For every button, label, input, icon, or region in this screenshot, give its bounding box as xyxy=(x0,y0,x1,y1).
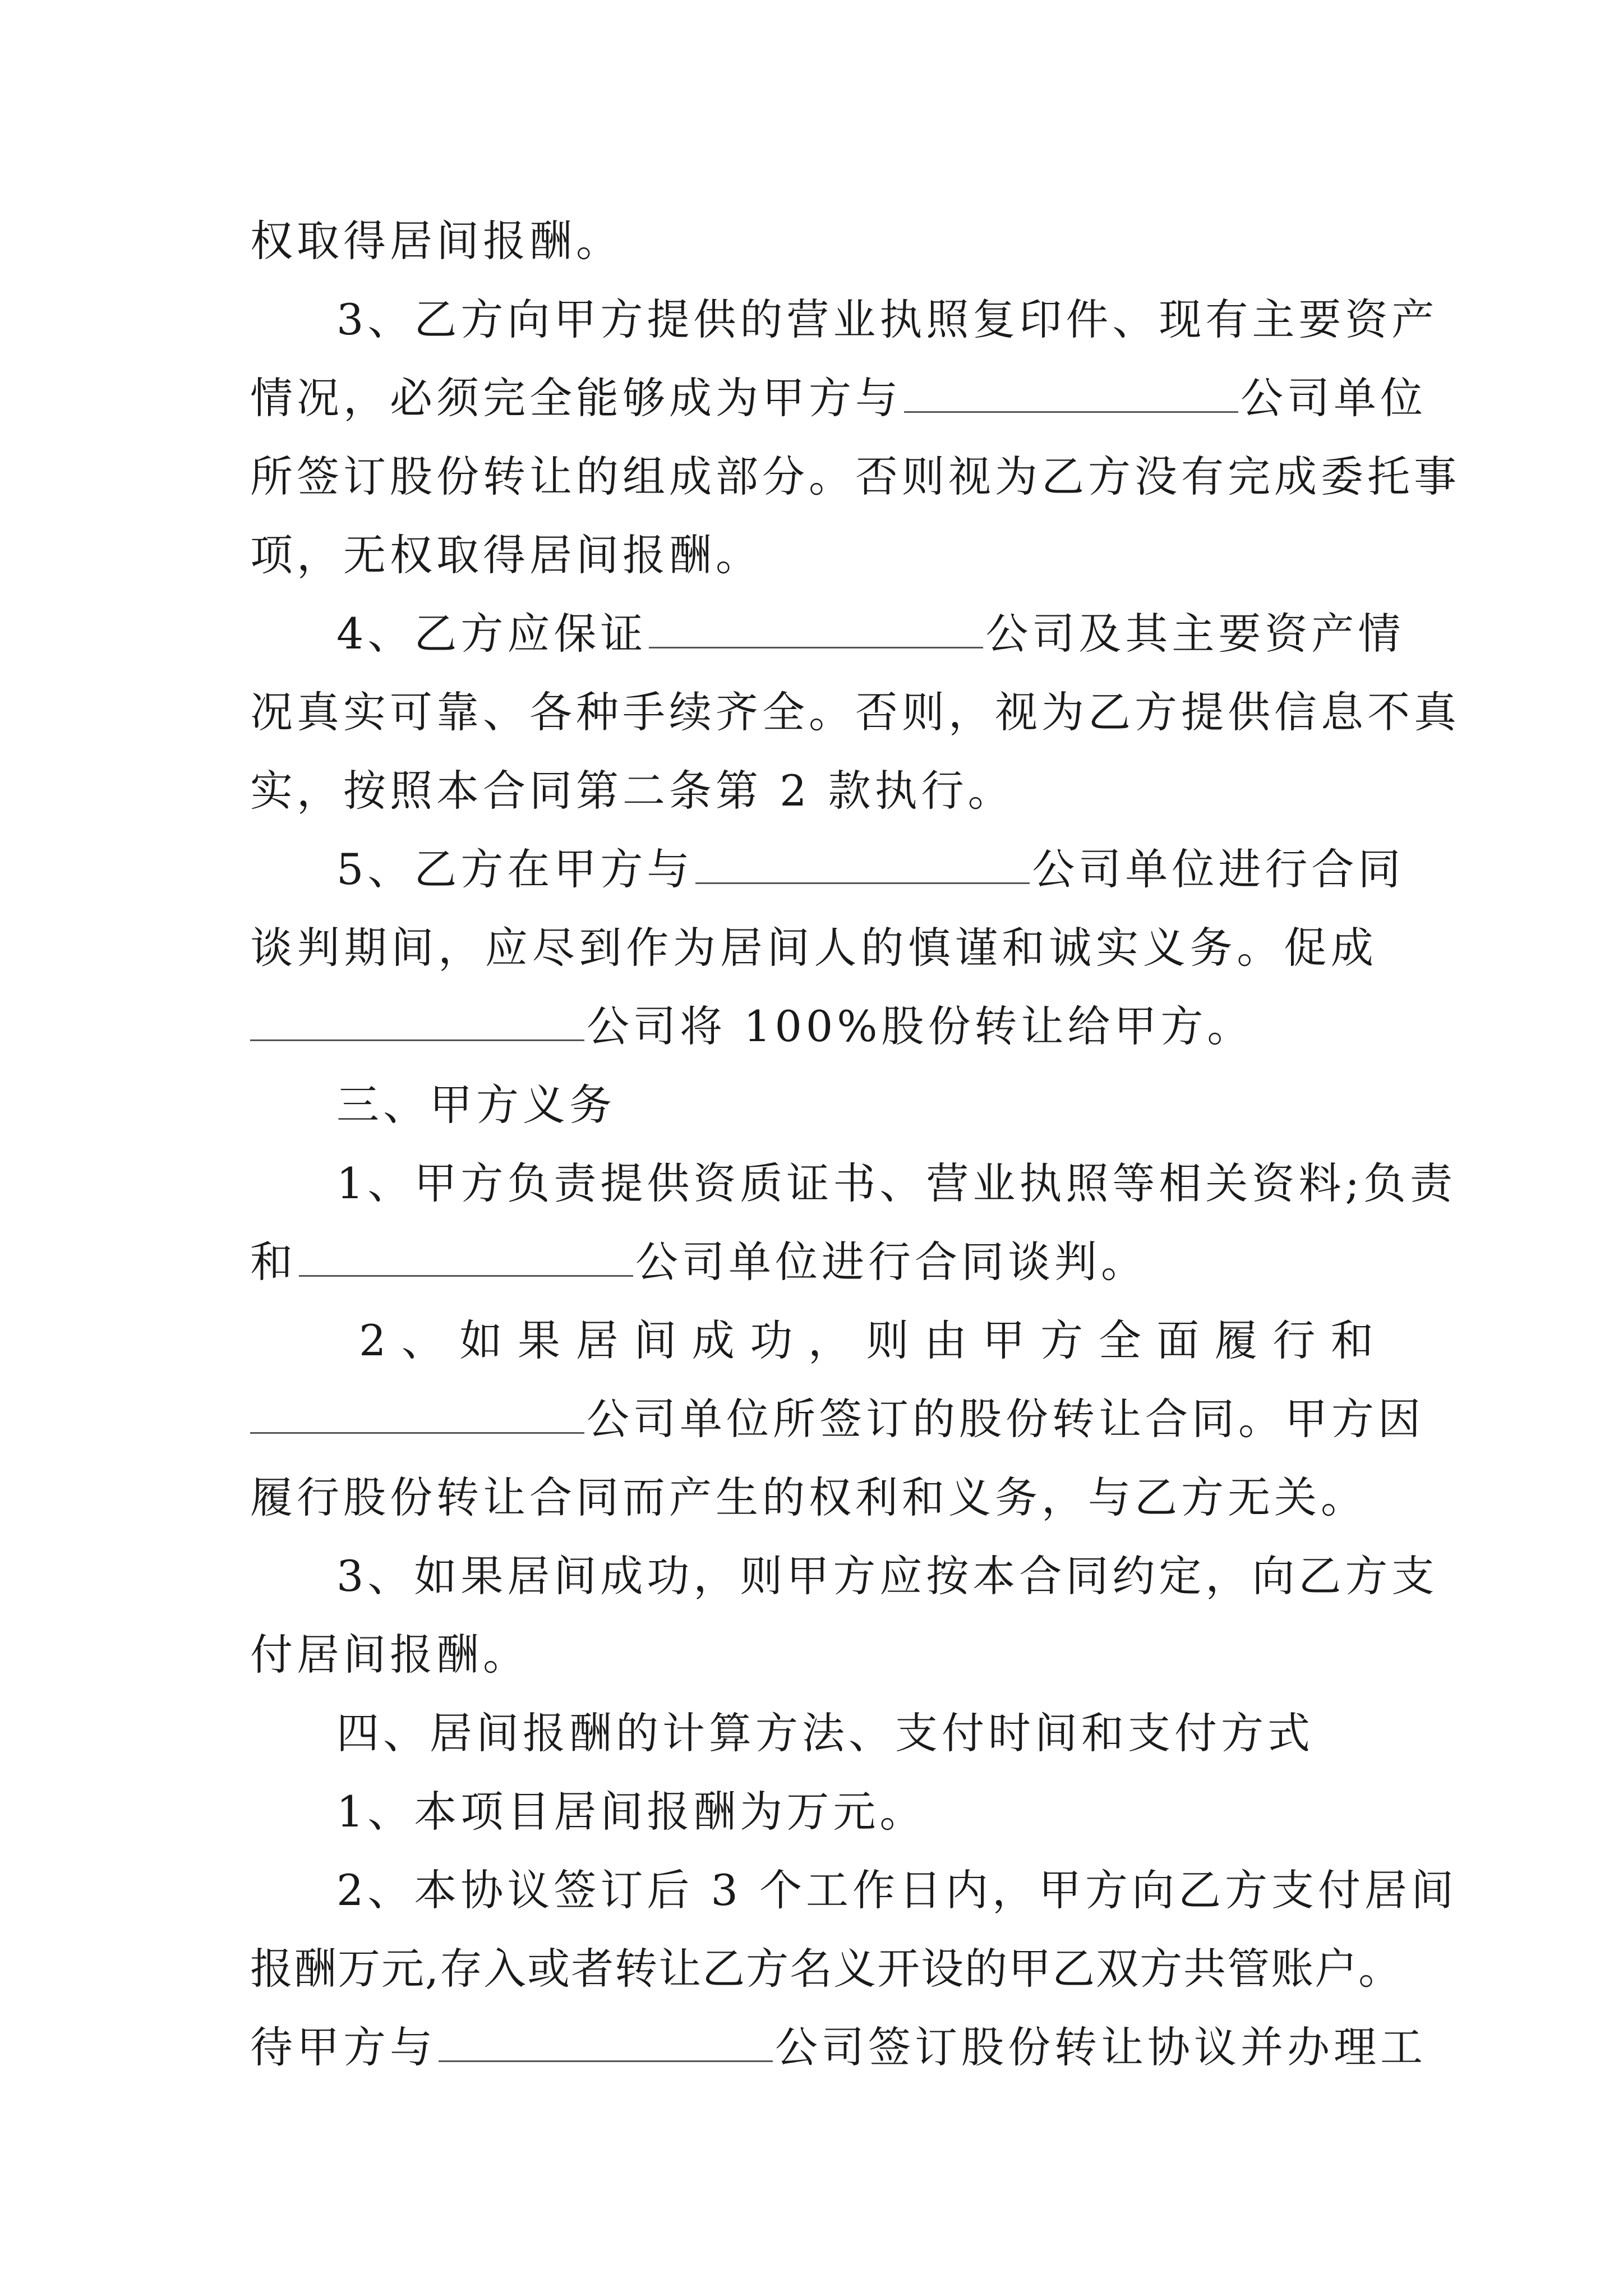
section-heading: 三、甲方义务 xyxy=(336,1080,616,1130)
text-line: 5、乙方在甲方与 公司单位进行合同 xyxy=(336,844,1405,894)
text-line: 所签订股份转让的组成部分。否则视为乙方没有完成委托事 xyxy=(250,452,1460,501)
text-line: 报酬万元,存入或者转让乙方名义开设的甲乙双方共管账户。 xyxy=(250,1944,1403,1994)
text-line: 2、本协议签订后 3 个工作日内，甲方向乙方支付居间 xyxy=(336,1865,1458,1915)
text-line: 情况，必须完全能够成为甲方与 公司单位 xyxy=(250,373,1427,423)
text-line: 公司单位所签订的股份转让合同。甲方因 xyxy=(250,1386,1377,1453)
fill-in-blank xyxy=(649,613,983,648)
text-line: 付居间报酬。 xyxy=(250,1630,529,1680)
text-line: 实，按照本合同第二条第 2 款执行。 xyxy=(250,766,1015,816)
text-line: 2、如果居间成功，则由甲方全面履行和 xyxy=(359,1315,1377,1365)
text-line: 公司将 100%股份转让给甲方。 xyxy=(250,993,1377,1060)
text-line: 4、乙方应保证 公司及其主要资产情 xyxy=(336,609,1405,659)
fill-in-blank xyxy=(250,1398,584,1434)
text-line: 1、本项目居间报酬为万元。 xyxy=(336,1787,926,1837)
text-line: 1、甲方负责提供资质证书、营业执照等相关资料;负责 xyxy=(336,1158,1456,1208)
fill-in-blank xyxy=(439,2027,773,2062)
fill-in-blank xyxy=(904,378,1238,413)
fill-in-blank xyxy=(299,1241,633,1277)
text-line: 履行股份转让合同而产生的权利和义务，与乙方无关。 xyxy=(250,1473,1367,1522)
text-line: 项，无权取得居间报酬。 xyxy=(250,530,762,580)
text-line: 况真实可靠、各种手续齐全。否则，视为乙方提供信息不真 xyxy=(250,687,1460,737)
section-heading: 四、居间报酬的计算方法、支付时间和支付方式 xyxy=(336,1708,1314,1758)
text-line: 待甲方与 公司签订股份转让协议并办理工 xyxy=(250,2022,1427,2072)
text-line: 权取得居间报酬。 xyxy=(250,216,623,266)
text-line: 3、如果居间成功，则甲方应按本合同约定，向乙方支 xyxy=(336,1551,1438,1601)
text-line: 和 公司单位进行合同谈判。 xyxy=(250,1237,1147,1287)
fill-in-blank xyxy=(695,849,1030,884)
text-line: 3、乙方向甲方提供的营业执照复印件、现有主要资产 xyxy=(336,295,1438,344)
text-line: 谈判期间，应尽到作为居间人的慎谨和诚实义务。促成 xyxy=(250,923,1377,973)
fill-in-blank xyxy=(250,1006,584,1041)
